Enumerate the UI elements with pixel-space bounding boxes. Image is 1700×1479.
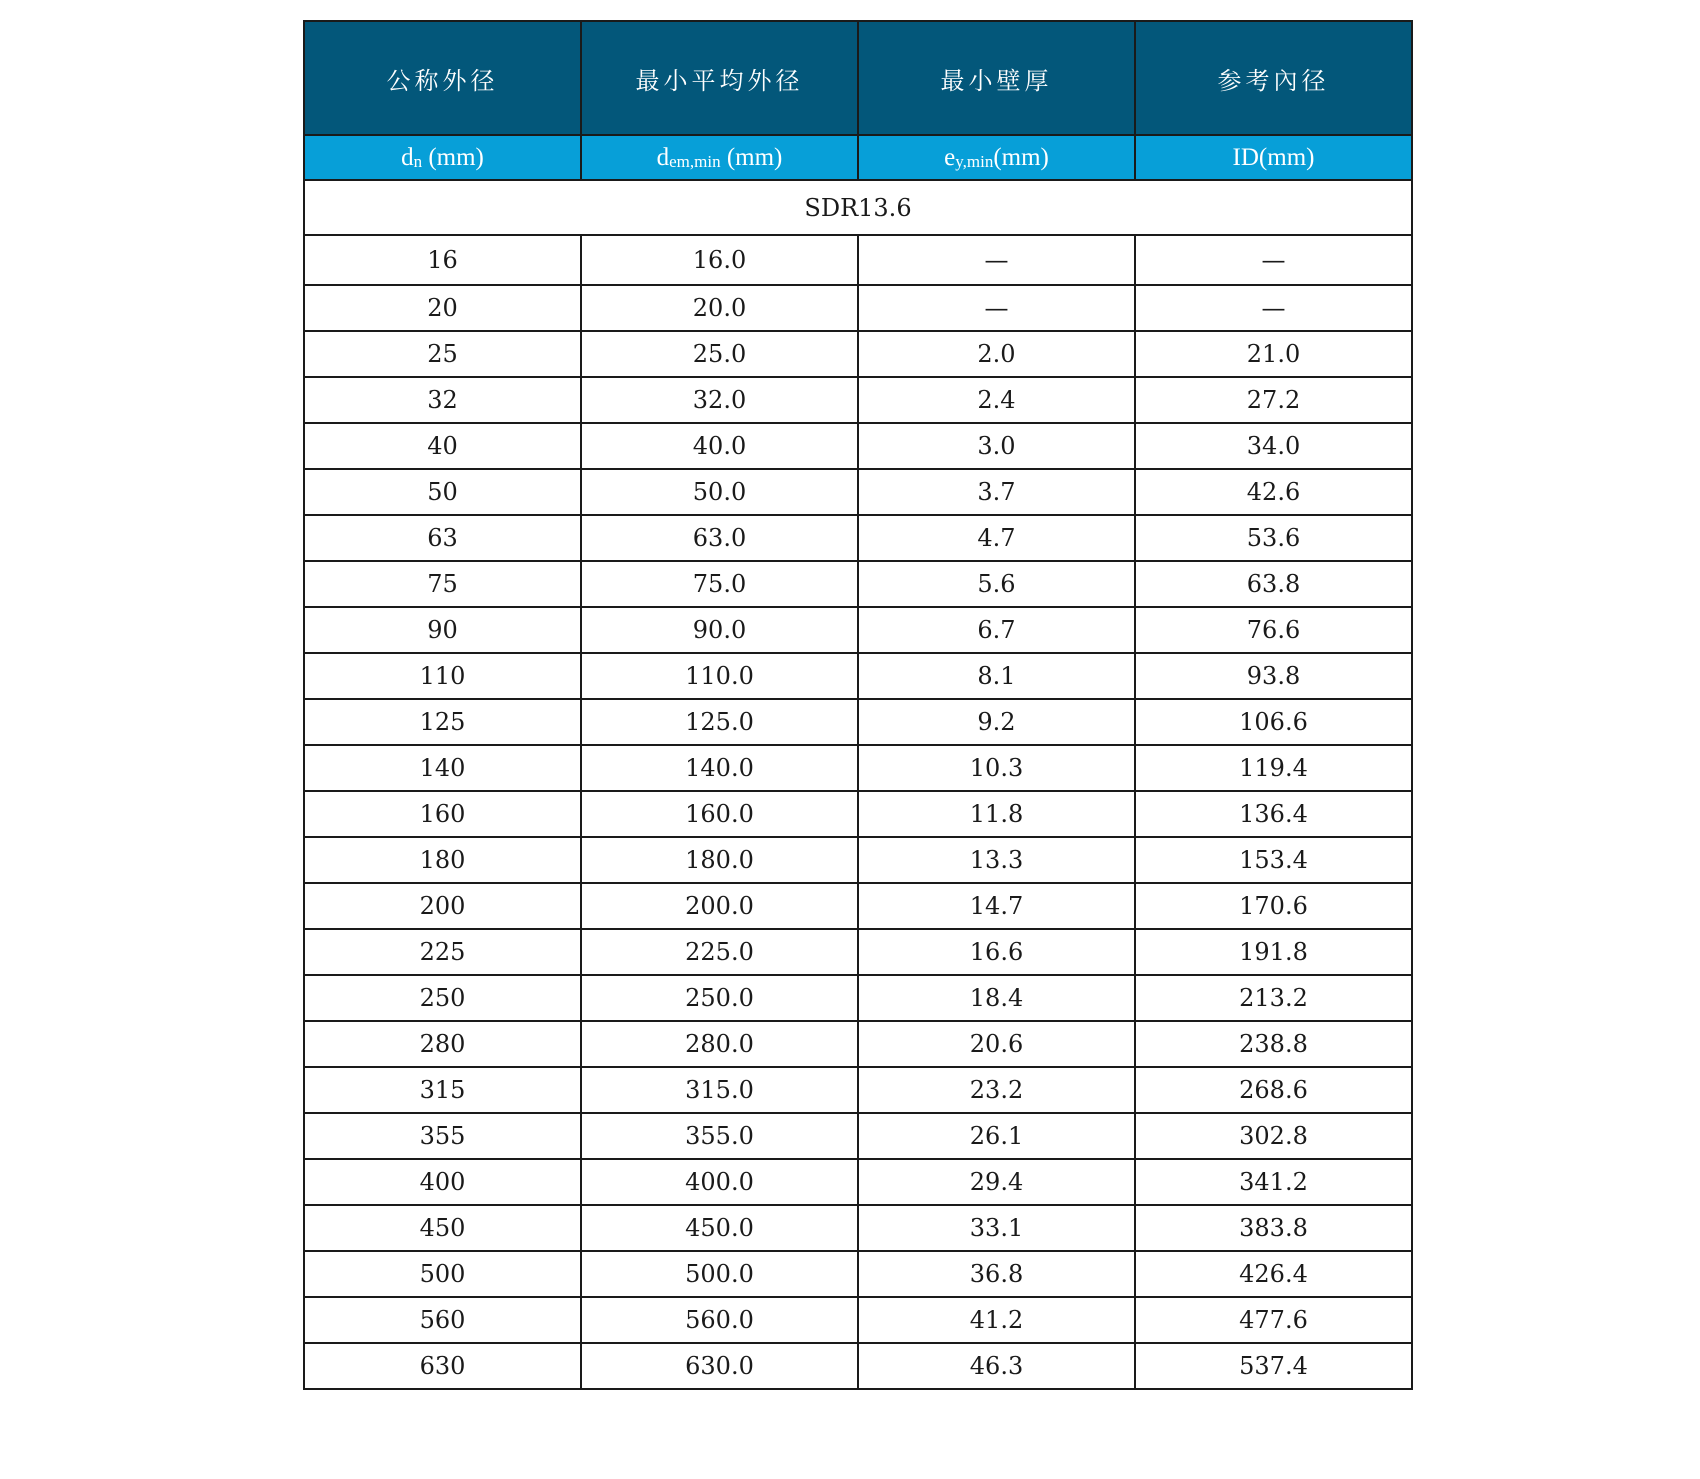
reference-id-cell: 34.0: [1135, 423, 1412, 469]
nominal-od-cell: 315: [304, 1067, 581, 1113]
table-row: [304, 423, 1412, 469]
unit-symbol: d: [401, 143, 414, 171]
table-row: [304, 1021, 1412, 1067]
reference-id-cell: 27.2: [1135, 377, 1412, 423]
unit-dn: [304, 135, 581, 180]
nominal-od-cell: 32: [304, 377, 581, 423]
reference-id-cell: 153.4: [1135, 837, 1412, 883]
unit-subscript: y,min: [955, 151, 994, 171]
min-wall-cell: 23.2: [858, 1067, 1135, 1113]
nominal-od-cell: 180: [304, 837, 581, 883]
min-wall-cell: 14.7: [858, 883, 1135, 929]
min-mean-od-cell: 25.0: [581, 331, 858, 377]
min-mean-od-cell: 200.0: [581, 883, 858, 929]
table-row: [304, 975, 1412, 1021]
min-mean-od-cell: 450.0: [581, 1205, 858, 1251]
min-mean-od-cell: 63.0: [581, 515, 858, 561]
min-wall-cell: 6.7: [858, 607, 1135, 653]
min-mean-od-cell: 125.0: [581, 699, 858, 745]
min-mean-od-cell: 225.0: [581, 929, 858, 975]
sdr-group-row: [304, 180, 1412, 235]
table-row: [304, 1159, 1412, 1205]
min-wall-cell: 33.1: [858, 1205, 1135, 1251]
header-row-chinese: [304, 21, 1412, 135]
table-row: [304, 929, 1412, 975]
reference-id-cell: 268.6: [1135, 1067, 1412, 1113]
nominal-od-cell: 250: [304, 975, 581, 1021]
table-row: [304, 235, 1412, 285]
nominal-od-cell: 63: [304, 515, 581, 561]
min-mean-od-cell: 630.0: [581, 1343, 858, 1389]
min-wall-cell: 10.3: [858, 745, 1135, 791]
unit-id: [1135, 135, 1412, 180]
reference-id-cell: 383.8: [1135, 1205, 1412, 1251]
min-wall-cell: 26.1: [858, 1113, 1135, 1159]
nominal-od-cell: 200: [304, 883, 581, 929]
min-wall-cell: 41.2: [858, 1297, 1135, 1343]
reference-id-cell: 42.6: [1135, 469, 1412, 515]
min-mean-od-cell: 500.0: [581, 1251, 858, 1297]
nominal-od-cell: 560: [304, 1297, 581, 1343]
table-row: [304, 1205, 1412, 1251]
min-wall-cell: 2.0: [858, 331, 1135, 377]
min-mean-od-cell: 110.0: [581, 653, 858, 699]
min-wall-cell: 2.4: [858, 377, 1135, 423]
nominal-od-cell: 160: [304, 791, 581, 837]
min-wall-cell: 5.6: [858, 561, 1135, 607]
min-wall-cell: 4.7: [858, 515, 1135, 561]
reference-id-cell: 21.0: [1135, 331, 1412, 377]
table-row: [304, 1067, 1412, 1113]
reference-id-cell: —: [1135, 235, 1412, 285]
table-row: [304, 837, 1412, 883]
nominal-od-cell: 75: [304, 561, 581, 607]
nominal-od-cell: 630: [304, 1343, 581, 1389]
min-wall-cell: 3.0: [858, 423, 1135, 469]
table-row: [304, 377, 1412, 423]
min-wall-cell: —: [858, 235, 1135, 285]
reference-id-cell: 426.4: [1135, 1251, 1412, 1297]
min-mean-od-cell: 16.0: [581, 235, 858, 285]
min-mean-od-cell: 75.0: [581, 561, 858, 607]
min-mean-od-cell: 160.0: [581, 791, 858, 837]
min-mean-od-cell: 250.0: [581, 975, 858, 1021]
reference-id-cell: 170.6: [1135, 883, 1412, 929]
unit-symbol: e: [944, 143, 956, 171]
header-min-mean-od: 最小平均外径: [581, 21, 858, 135]
unit-suffix: (mm): [993, 143, 1049, 171]
nominal-od-cell: 125: [304, 699, 581, 745]
min-mean-od-cell: 90.0: [581, 607, 858, 653]
table-row: [304, 1297, 1412, 1343]
unit-subscript: n: [413, 151, 423, 171]
min-wall-cell: 11.8: [858, 791, 1135, 837]
table-row: [304, 331, 1412, 377]
unit-dem-min: [581, 135, 858, 180]
unit-suffix: (mm): [1258, 143, 1315, 171]
reference-id-cell: 53.6: [1135, 515, 1412, 561]
table-row: [304, 561, 1412, 607]
min-mean-od-cell: 40.0: [581, 423, 858, 469]
unit-suffix: (mm): [720, 143, 783, 171]
unit-symbol: d: [656, 143, 670, 171]
pipe-spec-table: [303, 20, 1413, 1390]
reference-id-cell: 537.4: [1135, 1343, 1412, 1389]
nominal-od-cell: 25: [304, 331, 581, 377]
reference-id-cell: 136.4: [1135, 791, 1412, 837]
nominal-od-cell: 280: [304, 1021, 581, 1067]
min-wall-cell: 13.3: [858, 837, 1135, 883]
sdr-label: SDR13.6: [304, 180, 1412, 235]
table-row: [304, 653, 1412, 699]
min-mean-od-cell: 560.0: [581, 1297, 858, 1343]
reference-id-cell: 76.6: [1135, 607, 1412, 653]
reference-id-cell: 213.2: [1135, 975, 1412, 1021]
min-wall-cell: 29.4: [858, 1159, 1135, 1205]
min-wall-cell: 8.1: [858, 653, 1135, 699]
reference-id-cell: 477.6: [1135, 1297, 1412, 1343]
reference-id-cell: 63.8: [1135, 561, 1412, 607]
nominal-od-cell: 90: [304, 607, 581, 653]
min-mean-od-cell: 180.0: [581, 837, 858, 883]
min-mean-od-cell: 32.0: [581, 377, 858, 423]
reference-id-cell: 119.4: [1135, 745, 1412, 791]
reference-id-cell: 302.8: [1135, 1113, 1412, 1159]
reference-id-cell: 191.8: [1135, 929, 1412, 975]
nominal-od-cell: 500: [304, 1251, 581, 1297]
nominal-od-cell: 140: [304, 745, 581, 791]
min-mean-od-cell: 20.0: [581, 285, 858, 331]
min-mean-od-cell: 355.0: [581, 1113, 858, 1159]
unit-suffix: (mm): [422, 143, 484, 171]
table-row: [304, 1113, 1412, 1159]
reference-id-cell: 106.6: [1135, 699, 1412, 745]
table-row: [304, 791, 1412, 837]
min-mean-od-cell: 315.0: [581, 1067, 858, 1113]
nominal-od-cell: 355: [304, 1113, 581, 1159]
reference-id-cell: 341.2: [1135, 1159, 1412, 1205]
nominal-od-cell: 450: [304, 1205, 581, 1251]
reference-id-cell: 238.8: [1135, 1021, 1412, 1067]
table-row: [304, 1343, 1412, 1389]
min-mean-od-cell: 400.0: [581, 1159, 858, 1205]
nominal-od-cell: 110: [304, 653, 581, 699]
nominal-od-cell: 225: [304, 929, 581, 975]
min-mean-od-cell: 50.0: [581, 469, 858, 515]
unit-symbol: ID: [1232, 143, 1259, 171]
min-wall-cell: 16.6: [858, 929, 1135, 975]
header-nominal-od: 公称外径: [304, 21, 581, 135]
min-wall-cell: 18.4: [858, 975, 1135, 1021]
min-wall-cell: 20.6: [858, 1021, 1135, 1067]
min-wall-cell: 36.8: [858, 1251, 1135, 1297]
header-reference-id: 参考內径: [1135, 21, 1412, 135]
min-wall-cell: 46.3: [858, 1343, 1135, 1389]
table-row: [304, 1251, 1412, 1297]
min-mean-od-cell: 280.0: [581, 1021, 858, 1067]
min-mean-od-cell: 140.0: [581, 745, 858, 791]
header-row-units: [304, 135, 1412, 180]
min-wall-cell: 9.2: [858, 699, 1135, 745]
reference-id-cell: 93.8: [1135, 653, 1412, 699]
table-body: [304, 180, 1412, 1389]
table-row: [304, 883, 1412, 929]
header-min-wall-thickness: 最小壁厚: [858, 21, 1135, 135]
table-row: [304, 699, 1412, 745]
nominal-od-cell: 20: [304, 285, 581, 331]
min-wall-cell: —: [858, 285, 1135, 331]
min-wall-cell: 3.7: [858, 469, 1135, 515]
nominal-od-cell: 400: [304, 1159, 581, 1205]
table-row: [304, 285, 1412, 331]
table-row: [304, 745, 1412, 791]
table-row: [304, 469, 1412, 515]
nominal-od-cell: 50: [304, 469, 581, 515]
nominal-od-cell: 40: [304, 423, 581, 469]
table-row: [304, 607, 1412, 653]
nominal-od-cell: 16: [304, 235, 581, 285]
unit-ey-min: [858, 135, 1135, 180]
reference-id-cell: —: [1135, 285, 1412, 331]
unit-subscript: em,min: [669, 151, 721, 171]
table-row: [304, 515, 1412, 561]
